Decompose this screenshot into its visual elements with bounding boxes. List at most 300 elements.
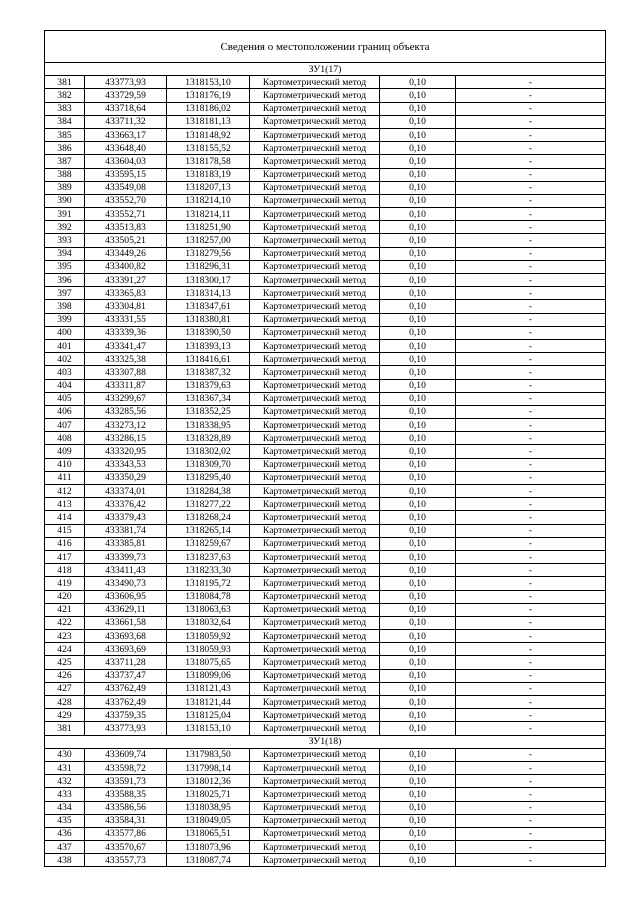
table-row — [45, 471, 606, 484]
cell-method: Картометрический метод — [250, 643, 380, 656]
table-row — [45, 247, 606, 260]
cell-coord-y: 1318178,58 — [167, 155, 250, 168]
table-row — [45, 801, 606, 814]
cell-coord-x: 433762,49 — [85, 696, 167, 709]
cell-point-number: 412 — [45, 485, 85, 498]
cell-method: Картометрический метод — [250, 208, 380, 221]
cell-coord-x: 433400,82 — [85, 260, 167, 273]
cell-coord-y: 1318302,02 — [167, 445, 250, 458]
cell-coord-x: 433304,81 — [85, 300, 167, 313]
cell-coord-x: 433376,42 — [85, 498, 167, 511]
cell-coord-x: 433773,93 — [85, 76, 167, 89]
cell-point-number: 429 — [45, 709, 85, 722]
cell-coord-x: 433449,26 — [85, 247, 167, 260]
table-row — [45, 392, 606, 405]
cell-description: - — [456, 194, 606, 207]
cell-coord-y: 1318251,90 — [167, 221, 250, 234]
cell-coord-y: 1318309,70 — [167, 458, 250, 471]
cell-accuracy: 0,10 — [380, 537, 456, 550]
cell-point-number: 382 — [45, 89, 85, 102]
cell-coord-y: 1318416,61 — [167, 353, 250, 366]
table-row — [45, 656, 606, 669]
cell-accuracy: 0,10 — [380, 419, 456, 432]
cell-coord-x: 433374,01 — [85, 485, 167, 498]
table-row — [45, 326, 606, 339]
cell-coord-x: 433606,95 — [85, 590, 167, 603]
cell-coord-y: 1318268,24 — [167, 511, 250, 524]
cell-coord-y: 1318214,10 — [167, 194, 250, 207]
cell-accuracy: 0,10 — [380, 181, 456, 194]
cell-coord-x: 433325,38 — [85, 353, 167, 366]
cell-method: Картометрический метод — [250, 168, 380, 181]
cell-point-number: 404 — [45, 379, 85, 392]
cell-method: Картометрический метод — [250, 432, 380, 445]
table-row — [45, 405, 606, 418]
cell-coord-x: 433648,40 — [85, 142, 167, 155]
cell-coord-y: 1318347,61 — [167, 300, 250, 313]
table-row — [45, 550, 606, 563]
cell-coord-x: 433339,36 — [85, 326, 167, 339]
cell-accuracy: 0,10 — [380, 775, 456, 788]
cell-point-number: 437 — [45, 841, 85, 854]
cell-accuracy: 0,10 — [380, 511, 456, 524]
cell-point-number: 401 — [45, 339, 85, 352]
cell-point-number: 407 — [45, 419, 85, 432]
cell-description: - — [456, 445, 606, 458]
cell-method: Картометрический метод — [250, 524, 380, 537]
cell-description: - — [456, 234, 606, 247]
table-row — [45, 590, 606, 603]
cell-accuracy: 0,10 — [380, 115, 456, 128]
cell-description: - — [456, 432, 606, 445]
table-row — [45, 366, 606, 379]
cell-coord-y: 1318393,13 — [167, 339, 250, 352]
cell-coord-y: 1318181,13 — [167, 115, 250, 128]
cell-method: Картометрический метод — [250, 603, 380, 616]
table-row — [45, 419, 606, 432]
cell-accuracy: 0,10 — [380, 458, 456, 471]
cell-method: Картометрический метод — [250, 76, 380, 89]
cell-description: - — [456, 669, 606, 682]
table-row — [45, 748, 606, 761]
cell-coord-y: 1318073,96 — [167, 841, 250, 854]
cell-point-number: 415 — [45, 524, 85, 537]
cell-point-number: 414 — [45, 511, 85, 524]
cell-point-number: 418 — [45, 564, 85, 577]
cell-method: Картометрический метод — [250, 485, 380, 498]
cell-point-number: 422 — [45, 616, 85, 629]
cell-coord-x: 433604,03 — [85, 155, 167, 168]
cell-coord-x: 433773,93 — [85, 722, 167, 735]
cell-accuracy: 0,10 — [380, 168, 456, 181]
cell-coord-x: 433718,64 — [85, 102, 167, 115]
cell-method: Картометрический метод — [250, 247, 380, 260]
cell-point-number: 417 — [45, 550, 85, 563]
cell-method: Картометрический метод — [250, 353, 380, 366]
cell-coord-x: 433365,83 — [85, 287, 167, 300]
cell-description: - — [456, 339, 606, 352]
table-row — [45, 234, 606, 247]
cell-accuracy: 0,10 — [380, 656, 456, 669]
cell-coord-y: 1318065,51 — [167, 827, 250, 840]
table-row — [45, 274, 606, 287]
cell-method: Картометрический метод — [250, 841, 380, 854]
cell-accuracy: 0,10 — [380, 643, 456, 656]
cell-accuracy: 0,10 — [380, 827, 456, 840]
cell-method: Картометрический метод — [250, 181, 380, 194]
cell-description: - — [456, 326, 606, 339]
cell-description: - — [456, 181, 606, 194]
table-row — [45, 616, 606, 629]
cell-coord-x: 433595,15 — [85, 168, 167, 181]
table-row — [45, 208, 606, 221]
cell-point-number: 399 — [45, 313, 85, 326]
cell-coord-x: 433693,69 — [85, 643, 167, 656]
cell-description: - — [456, 564, 606, 577]
cell-description: - — [456, 247, 606, 260]
cell-coord-y: 1318195,72 — [167, 577, 250, 590]
cell-point-number: 388 — [45, 168, 85, 181]
cell-point-number: 421 — [45, 603, 85, 616]
table-row — [45, 102, 606, 115]
table-row — [45, 722, 606, 735]
cell-accuracy: 0,10 — [380, 814, 456, 827]
cell-coord-y: 1318153,10 — [167, 722, 250, 735]
cell-method: Картометрический метод — [250, 313, 380, 326]
cell-coord-x: 433399,73 — [85, 550, 167, 563]
cell-point-number: 393 — [45, 234, 85, 247]
cell-accuracy: 0,10 — [380, 392, 456, 405]
cell-accuracy: 0,10 — [380, 524, 456, 537]
cell-description: - — [456, 788, 606, 801]
cell-method: Картометрический метод — [250, 577, 380, 590]
cell-point-number: 397 — [45, 287, 85, 300]
cell-coord-y: 1318075,65 — [167, 656, 250, 669]
table-row — [45, 511, 606, 524]
boundary-coordinates-table — [44, 30, 606, 867]
cell-coord-y: 1318284,38 — [167, 485, 250, 498]
cell-coord-y: 1318148,92 — [167, 128, 250, 141]
cell-accuracy: 0,10 — [380, 379, 456, 392]
cell-description: - — [456, 656, 606, 669]
cell-accuracy: 0,10 — [380, 854, 456, 867]
cell-description: - — [456, 76, 606, 89]
table-title: Сведения о местоположении границ объекта — [45, 31, 606, 63]
table-row — [45, 630, 606, 643]
cell-description: - — [456, 260, 606, 273]
cell-method: Картометрический метод — [250, 630, 380, 643]
cell-coord-y: 1318279,56 — [167, 247, 250, 260]
cell-point-number: 405 — [45, 392, 85, 405]
cell-description: - — [456, 300, 606, 313]
cell-method: Картометрический метод — [250, 471, 380, 484]
cell-point-number: 436 — [45, 827, 85, 840]
table-row — [45, 682, 606, 695]
cell-coord-x: 433711,28 — [85, 656, 167, 669]
cell-description: - — [456, 221, 606, 234]
cell-coord-y: 1318121,43 — [167, 682, 250, 695]
cell-description: - — [456, 775, 606, 788]
cell-method: Картометрический метод — [250, 801, 380, 814]
cell-accuracy: 0,10 — [380, 353, 456, 366]
cell-point-number: 385 — [45, 128, 85, 141]
cell-coord-x: 433557,73 — [85, 854, 167, 867]
cell-accuracy: 0,10 — [380, 841, 456, 854]
cell-method: Картометрический метод — [250, 498, 380, 511]
cell-accuracy: 0,10 — [380, 194, 456, 207]
cell-point-number: 396 — [45, 274, 85, 287]
cell-point-number: 424 — [45, 643, 85, 656]
cell-coord-x: 433341,47 — [85, 339, 167, 352]
cell-method: Картометрический метод — [250, 709, 380, 722]
cell-coord-y: 1318186,02 — [167, 102, 250, 115]
cell-description: - — [456, 313, 606, 326]
cell-method: Картометрический метод — [250, 102, 380, 115]
cell-method: Картометрический метод — [250, 854, 380, 867]
cell-coord-y: 1318155,52 — [167, 142, 250, 155]
cell-method: Картометрический метод — [250, 564, 380, 577]
cell-method: Картометрический метод — [250, 194, 380, 207]
table-row — [45, 524, 606, 537]
cell-accuracy: 0,10 — [380, 709, 456, 722]
cell-method: Картометрический метод — [250, 221, 380, 234]
cell-description: - — [456, 405, 606, 418]
cell-accuracy: 0,10 — [380, 287, 456, 300]
cell-point-number: 419 — [45, 577, 85, 590]
cell-coord-x: 433379,43 — [85, 511, 167, 524]
cell-coord-y: 1318099,06 — [167, 669, 250, 682]
cell-accuracy: 0,10 — [380, 590, 456, 603]
cell-accuracy: 0,10 — [380, 498, 456, 511]
cell-description: - — [456, 485, 606, 498]
cell-coord-y: 1318379,63 — [167, 379, 250, 392]
table-row — [45, 313, 606, 326]
table-row — [45, 260, 606, 273]
table-row — [45, 287, 606, 300]
cell-point-number: 389 — [45, 181, 85, 194]
table-row — [45, 696, 606, 709]
cell-description: - — [456, 115, 606, 128]
cell-description: - — [456, 748, 606, 761]
table-row — [45, 761, 606, 774]
table-row — [45, 564, 606, 577]
cell-coord-y: 1318338,95 — [167, 419, 250, 432]
cell-method: Картометрический метод — [250, 392, 380, 405]
cell-description: - — [456, 142, 606, 155]
cell-method: Картометрический метод — [250, 511, 380, 524]
cell-coord-y: 1318233,30 — [167, 564, 250, 577]
table-row — [45, 814, 606, 827]
cell-method: Картометрический метод — [250, 142, 380, 155]
table-row — [45, 775, 606, 788]
cell-accuracy: 0,10 — [380, 366, 456, 379]
cell-coord-y: 1318237,63 — [167, 550, 250, 563]
cell-coord-x: 433591,73 — [85, 775, 167, 788]
cell-coord-y: 1318207,13 — [167, 181, 250, 194]
cell-accuracy: 0,10 — [380, 313, 456, 326]
cell-coord-y: 1318183,19 — [167, 168, 250, 181]
cell-point-number: 435 — [45, 814, 85, 827]
cell-point-number: 387 — [45, 155, 85, 168]
cell-method: Картометрический метод — [250, 366, 380, 379]
cell-coord-y: 1318012,36 — [167, 775, 250, 788]
cell-description: - — [456, 287, 606, 300]
cell-coord-y: 1318296,31 — [167, 260, 250, 273]
table-row — [45, 854, 606, 867]
cell-method: Картометрический метод — [250, 260, 380, 273]
cell-point-number: 423 — [45, 630, 85, 643]
table-row — [45, 115, 606, 128]
cell-accuracy: 0,10 — [380, 748, 456, 761]
cell-coord-y: 1318087,74 — [167, 854, 250, 867]
cell-point-number: 432 — [45, 775, 85, 788]
cell-accuracy: 0,10 — [380, 142, 456, 155]
cell-coord-x: 433552,71 — [85, 208, 167, 221]
cell-point-number: 416 — [45, 537, 85, 550]
cell-point-number: 420 — [45, 590, 85, 603]
table-row — [45, 353, 606, 366]
cell-description: - — [456, 498, 606, 511]
cell-description: - — [456, 524, 606, 537]
cell-description: - — [456, 366, 606, 379]
cell-coord-y: 1318214,11 — [167, 208, 250, 221]
cell-coord-x: 433762,49 — [85, 682, 167, 695]
cell-description: - — [456, 603, 606, 616]
cell-coord-y: 1318032,64 — [167, 616, 250, 629]
cell-coord-y: 1318059,92 — [167, 630, 250, 643]
cell-description: - — [456, 458, 606, 471]
cell-coord-x: 433598,72 — [85, 761, 167, 774]
cell-method: Картометрический метод — [250, 788, 380, 801]
cell-coord-x: 433609,74 — [85, 748, 167, 761]
cell-method: Картометрический метод — [250, 89, 380, 102]
cell-description: - — [456, 761, 606, 774]
cell-coord-y: 1318328,89 — [167, 432, 250, 445]
cell-coord-x: 433331,55 — [85, 313, 167, 326]
section-row — [45, 735, 606, 748]
cell-coord-y: 1318259,67 — [167, 537, 250, 550]
cell-coord-x: 433584,31 — [85, 814, 167, 827]
cell-coord-x: 433663,17 — [85, 128, 167, 141]
cell-method: Картометрический метод — [250, 761, 380, 774]
cell-method: Картометрический метод — [250, 669, 380, 682]
cell-method: Картометрический метод — [250, 234, 380, 247]
cell-coord-x: 433711,32 — [85, 115, 167, 128]
cell-point-number: 411 — [45, 471, 85, 484]
cell-coord-x: 433505,21 — [85, 234, 167, 247]
cell-point-number: 392 — [45, 221, 85, 234]
cell-accuracy: 0,10 — [380, 221, 456, 234]
cell-accuracy: 0,10 — [380, 432, 456, 445]
cell-point-number: 391 — [45, 208, 85, 221]
cell-method: Картометрический метод — [250, 115, 380, 128]
cell-point-number: 408 — [45, 432, 85, 445]
table-row — [45, 445, 606, 458]
cell-coord-x: 433285,56 — [85, 405, 167, 418]
cell-description: - — [456, 511, 606, 524]
cell-coord-y: 1318352,25 — [167, 405, 250, 418]
cell-method: Картометрический метод — [250, 300, 380, 313]
cell-point-number: 394 — [45, 247, 85, 260]
cell-coord-y: 1317983,50 — [167, 748, 250, 761]
cell-description: - — [456, 392, 606, 405]
cell-description: - — [456, 827, 606, 840]
cell-description: - — [456, 682, 606, 695]
cell-coord-x: 433737,47 — [85, 669, 167, 682]
cell-coord-y: 1318084,78 — [167, 590, 250, 603]
cell-method: Картометрический метод — [250, 827, 380, 840]
table-row — [45, 643, 606, 656]
table-row — [45, 432, 606, 445]
table-row — [45, 168, 606, 181]
cell-coord-x: 433343,53 — [85, 458, 167, 471]
table-row — [45, 577, 606, 590]
table-body — [45, 31, 606, 867]
cell-method: Картометрический метод — [250, 458, 380, 471]
cell-coord-x: 433286,15 — [85, 432, 167, 445]
cell-point-number: 403 — [45, 366, 85, 379]
cell-coord-x: 433381,74 — [85, 524, 167, 537]
cell-description: - — [456, 155, 606, 168]
cell-description: - — [456, 854, 606, 867]
cell-accuracy: 0,10 — [380, 155, 456, 168]
cell-method: Картометрический метод — [250, 696, 380, 709]
cell-accuracy: 0,10 — [380, 247, 456, 260]
cell-coord-x: 433350,29 — [85, 471, 167, 484]
cell-coord-x: 433513,83 — [85, 221, 167, 234]
table-row — [45, 841, 606, 854]
cell-accuracy: 0,10 — [380, 76, 456, 89]
cell-accuracy: 0,10 — [380, 696, 456, 709]
cell-accuracy: 0,10 — [380, 788, 456, 801]
cell-accuracy: 0,10 — [380, 445, 456, 458]
cell-accuracy: 0,10 — [380, 550, 456, 563]
table-row — [45, 128, 606, 141]
cell-method: Картометрический метод — [250, 405, 380, 418]
cell-coord-y: 1318125,04 — [167, 709, 250, 722]
cell-point-number: 381 — [45, 722, 85, 735]
cell-description: - — [456, 471, 606, 484]
table-row — [45, 788, 606, 801]
cell-coord-y: 1318387,32 — [167, 366, 250, 379]
cell-coord-x: 433552,70 — [85, 194, 167, 207]
cell-method: Картометрический метод — [250, 379, 380, 392]
cell-method: Картометрический метод — [250, 339, 380, 352]
cell-description: - — [456, 590, 606, 603]
table-row — [45, 458, 606, 471]
cell-accuracy: 0,10 — [380, 471, 456, 484]
cell-coord-x: 433759,35 — [85, 709, 167, 722]
cell-point-number: 406 — [45, 405, 85, 418]
table-row — [45, 76, 606, 89]
cell-point-number: 395 — [45, 260, 85, 273]
cell-coord-x: 433307,88 — [85, 366, 167, 379]
cell-coord-y: 1318277,22 — [167, 498, 250, 511]
cell-accuracy: 0,10 — [380, 616, 456, 629]
cell-method: Картометрический метод — [250, 550, 380, 563]
cell-description: - — [456, 168, 606, 181]
cell-accuracy: 0,10 — [380, 128, 456, 141]
cell-coord-x: 433549,08 — [85, 181, 167, 194]
cell-point-number: 384 — [45, 115, 85, 128]
cell-point-number: 438 — [45, 854, 85, 867]
table-row — [45, 498, 606, 511]
cell-point-number: 386 — [45, 142, 85, 155]
cell-coord-x: 433311,87 — [85, 379, 167, 392]
cell-method: Картометрический метод — [250, 616, 380, 629]
cell-coord-x: 433661,58 — [85, 616, 167, 629]
cell-description: - — [456, 630, 606, 643]
